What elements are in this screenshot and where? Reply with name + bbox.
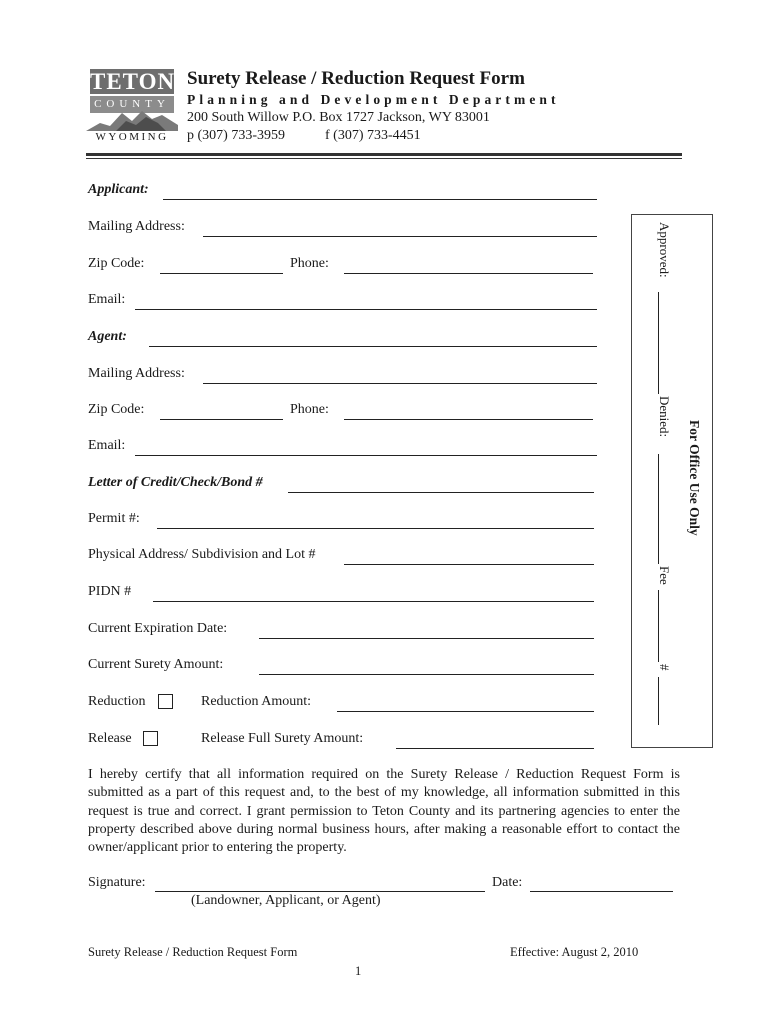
applicant-email-label: Email: <box>88 292 126 307</box>
logo-wyoming-text: WYOMING <box>95 131 169 143</box>
agent-email-label: Email: <box>88 438 126 453</box>
applicant-phone-field[interactable] <box>344 273 593 274</box>
logo-teton-text: TETON <box>90 69 176 94</box>
office-denied-label: Denied: <box>657 396 672 438</box>
teton-county-logo <box>86 69 178 147</box>
agent-phone-label: Phone: <box>290 402 329 417</box>
applicant-zip-label: Zip Code: <box>88 256 145 271</box>
department-name: Planning and Development Department <box>187 92 560 107</box>
office-approved-field[interactable] <box>658 292 659 394</box>
page-number: 1 <box>355 964 362 978</box>
applicant-label: Applicant: <box>88 182 149 197</box>
pidn-label: PIDN # <box>88 584 132 599</box>
reduction-label: Reduction <box>88 694 146 709</box>
agent-email-field[interactable] <box>135 455 597 456</box>
release-checkbox[interactable] <box>143 731 158 746</box>
form-title: Surety Release / Reduction Request Form <box>187 68 525 89</box>
applicant-mailing-field[interactable] <box>203 236 597 237</box>
department-address: 200 South Willow P.O. Box 1727 Jackson, WY 83001 <box>187 110 490 125</box>
applicant-zip-field[interactable] <box>160 273 283 274</box>
footer-form-name: Surety Release / Reduction Request Form <box>88 945 298 959</box>
pidn-field[interactable] <box>153 601 594 602</box>
physical-address-label: Physical Address/ Subdivision and Lot # <box>88 547 316 562</box>
applicant-mailing-label: Mailing Address: <box>88 219 185 234</box>
signature-label: Signature: <box>88 875 146 890</box>
permit-label: Permit #: <box>88 511 140 526</box>
permit-field[interactable] <box>157 528 594 529</box>
agent-phone-field[interactable] <box>344 419 593 420</box>
agent-label: Agent: <box>88 329 127 344</box>
reduction-amount-field[interactable] <box>337 711 594 712</box>
certification-statement: I hereby certify that all information required on the Surety Release / Reduction Request Form is submitted as a part of this request and, to the best of my knowledge, all information submitted in this request is true and correct. I grant permission to Teton County and its partnering agencies to enter the property described above during normal business hours, after making a reasonable effort to contact the owner/applicant prior to entering the property. <box>88 767 680 856</box>
agent-mailing-label: Mailing Address: <box>88 366 185 381</box>
header-rule-thick <box>86 153 682 156</box>
department-fax: f (307) 733-4451 <box>325 128 421 143</box>
agent-zip-field[interactable] <box>160 419 283 420</box>
office-use-title: For Office Use Only <box>687 420 702 536</box>
footer-effective-date: Effective: August 2, 2010 <box>510 945 639 959</box>
agent-field[interactable] <box>149 346 597 347</box>
header-rule-thin <box>86 158 682 159</box>
date-field[interactable] <box>530 891 673 892</box>
signature-note: (Landowner, Applicant, or Agent) <box>191 893 381 908</box>
office-fee-label: Fee <box>657 566 672 585</box>
signature-field[interactable] <box>155 891 485 892</box>
surety-amount-label: Current Surety Amount: <box>88 657 224 672</box>
letter-of-credit-label: Letter of Credit/Check/Bond # <box>88 475 263 490</box>
letter-of-credit-field[interactable] <box>288 492 594 493</box>
applicant-field[interactable] <box>163 199 597 200</box>
physical-address-field[interactable] <box>344 564 594 565</box>
release-full-amount-field[interactable] <box>396 748 594 749</box>
department-phone: p (307) 733-3959 <box>187 128 285 143</box>
surety-amount-field[interactable] <box>259 674 594 675</box>
expiration-date-field[interactable] <box>259 638 594 639</box>
release-full-amount-label: Release Full Surety Amount: <box>201 731 364 746</box>
logo-county-text: COUNTY <box>90 96 174 113</box>
applicant-phone-label: Phone: <box>290 256 329 271</box>
date-label: Date: <box>492 875 523 890</box>
applicant-email-field[interactable] <box>135 309 597 310</box>
release-label: Release <box>88 731 132 746</box>
office-number-label: # <box>657 664 672 671</box>
office-denied-field[interactable] <box>658 454 659 564</box>
agent-zip-label: Zip Code: <box>88 402 145 417</box>
expiration-date-label: Current Expiration Date: <box>88 621 228 636</box>
reduction-amount-label: Reduction Amount: <box>201 694 312 709</box>
mountain-icon <box>86 109 178 131</box>
office-approved-label: Approved: <box>657 222 672 278</box>
agent-mailing-field[interactable] <box>203 383 597 384</box>
reduction-checkbox[interactable] <box>158 694 173 709</box>
office-number-field[interactable] <box>658 677 659 725</box>
office-fee-field[interactable] <box>658 590 659 662</box>
